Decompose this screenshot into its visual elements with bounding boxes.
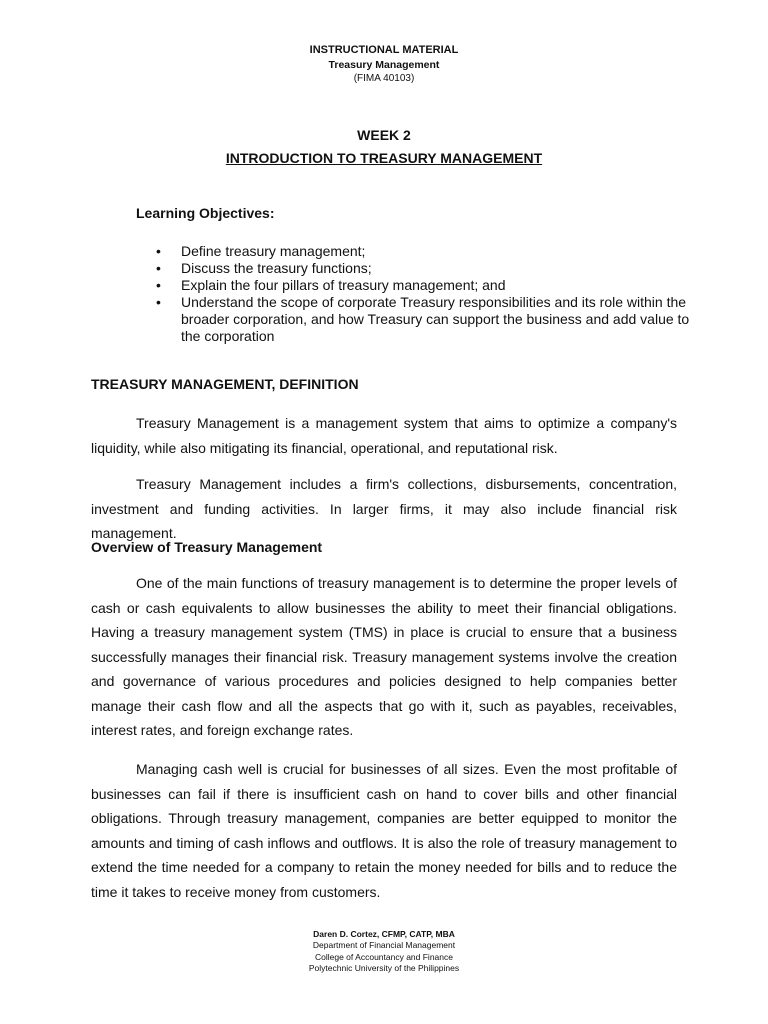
- list-item: [136, 277, 696, 294]
- learning-objectives-heading: Learning Objectives:: [136, 205, 275, 221]
- objective-text: Explain the four pillars of treasury management; and: [181, 277, 506, 293]
- page-footer: [0, 929, 768, 975]
- definition-heading: TREASURY MANAGEMENT, DEFINITION: [91, 376, 359, 392]
- topic-title: INTRODUCTION TO TREASURY MANAGEMENT: [225, 150, 543, 166]
- department-name: Department of Financial Management: [312, 940, 456, 951]
- overview-heading: Overview of Treasury Management: [91, 539, 323, 555]
- objective-text: Define treasury management;: [181, 243, 366, 259]
- overview-paragraph-1: One of the main functions of treasury management is to determine the proper levels of cash or cash equivalents to allow businesses the ability to meet their financial obligations. Having a treasury management system (TMS) in place is crucial to ensure that a business successfully manages their financial risk. Treasury management systems involve the creation and governance of various procedures and policies designed to help companies better manage their cash flow and all the aspects that go with it, such as payables, receivables, interest rates, and foreign exchange rates.: [91, 575, 677, 738]
- university-name: Polytechnic University of the Philippines: [308, 963, 460, 974]
- topic-title-wrap: [0, 150, 768, 168]
- bullet-icon: •: [156, 260, 161, 276]
- objective-text: Understand the scope of corporate Treasury responsibilities and its role within the broader corporation, and how Treasury can support the business and add value to the corporation: [181, 294, 690, 344]
- bullet-icon: •: [156, 277, 161, 293]
- week-label: WEEK 2: [357, 127, 411, 143]
- author-name: Daren D. Cortez, CFMP, CATP, MBA: [313, 929, 455, 939]
- definition-paragraph-2: Treasury Management includes a firm's collections, disbursements, concentration, investment and funding activities. In larger firms, it may also include financial risk management.: [91, 476, 677, 541]
- material-title: INSTRUCTIONAL MATERIAL: [309, 44, 459, 56]
- learning-objectives-list: [136, 243, 696, 345]
- course-code: (FIMA 40103): [353, 73, 415, 84]
- bullet-icon: •: [156, 243, 161, 259]
- list-item: [136, 243, 696, 260]
- bullet-icon: •: [156, 294, 161, 310]
- overview-paragraph-2: Managing cash well is crucial for businesses of all sizes. Even the most profitable of businesses can fail if there is insufficient cash on hand to cover bills and other financial obligations. Through treasury management, companies are better equipped to monitor the amounts and timing of cash inflows and outflows. It is also the role of treasury management to extend the time needed for a company to retain the money needed for bills and to reduce the time it takes to receive money from customers.: [91, 761, 677, 900]
- course-name: Treasury Management: [328, 59, 440, 71]
- college-name: College of Accountancy and Finance: [315, 951, 453, 962]
- list-item: [136, 294, 696, 345]
- objective-text: Discuss the treasury functions;: [181, 260, 372, 276]
- list-item: [136, 260, 696, 277]
- definition-paragraph-1: Treasury Management is a management system that aims to optimize a company's liquidity, while also mitigating its financial, operational, and reputational risk.: [91, 415, 677, 456]
